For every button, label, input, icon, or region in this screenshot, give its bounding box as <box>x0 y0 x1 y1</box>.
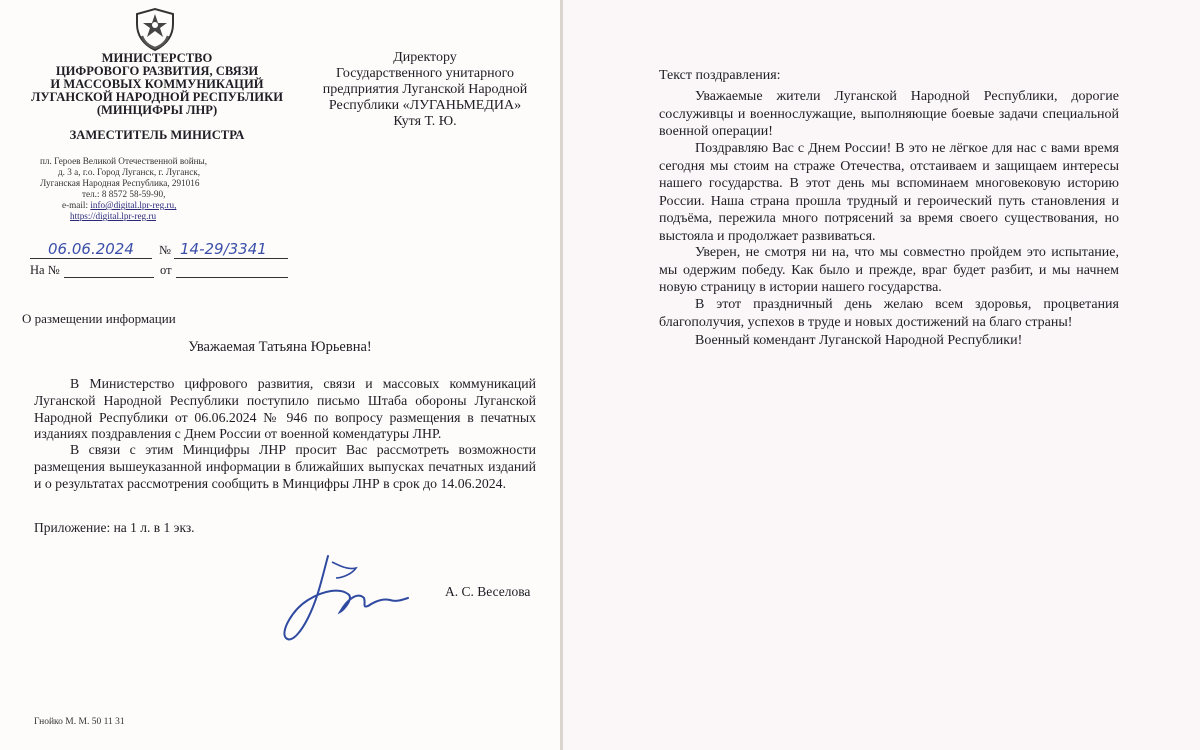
registration-number: 14-29/3341 <box>180 240 267 258</box>
recipient-block <box>300 50 550 130</box>
letter-subject: О размещении информации <box>22 311 176 326</box>
letter-paragraph: В Министерство цифрового развития, связи и массовых коммуникаций Луганской Народной Республики поступило письмо Штаба обороны Луганской Народной Республики от 06.06.2024 № 946 по вопросу размещения в печатных изданиях поздравления с Днем России от военной комендатуры ЛНР. <box>34 376 536 442</box>
sender-address <box>40 156 280 222</box>
signer-name: А. С. Веселова <box>445 584 531 599</box>
greeting-paragraph: Поздравляю Вас с Днем России! В это не лёгкое для нас с вами время сегодня мы стоим на страже Отечества, отстаиваем и защищаем интересы нашего государства. В этот день мы вспоминаем многовековую историю России. Наша страна прошла трудный и героический путь становления и подъёма, пережила много потрясений за время своего существования, но выстояла и продолжает развиваться. <box>659 141 1119 244</box>
sender-ministry <box>18 52 296 117</box>
ministry-line: И МАССОВЫХ КОММУНИКАЦИЙ <box>50 77 264 91</box>
salutation: Уважаемая Татьяна Юрьевна! <box>188 339 372 355</box>
greeting-paragraph: В этот праздничный день желаю всем здоровья, процветания благополучия, успехов в труде и новых достижений на благо страны! <box>659 297 1119 330</box>
recipient-line: Кутя Т. Ю. <box>393 114 457 129</box>
greeting-paragraph: Уважаемые жители Луганской Народной Республики, дорогие сослуживцы и военнослужащие, выполняющие боевые задачи специальной военной операции! <box>659 89 1119 140</box>
recipient-line: Республики «ЛУГАНЬМЕДИА» <box>328 98 522 113</box>
recipient-line: предприятия Луганской Народной <box>322 82 528 97</box>
website-link[interactable]: https://digital.lpr-reg.ru <box>70 211 157 221</box>
ministry-line: (МИНЦИФРЫ ЛНР) <box>96 103 218 117</box>
ministry-line: ЛУГАНСКОЙ НАРОДНОЙ РЕСПУБЛИКИ <box>30 90 284 104</box>
from-label: от <box>160 263 172 277</box>
email-link[interactable]: info@digital.lpr-reg.ru, <box>90 200 177 210</box>
ministry-line: МИНИСТЕРСТВО <box>101 51 213 65</box>
greeting-paragraph: Уверен, не смотря ни на, что мы совместно пройдем это испытание, мы одержим победу. Как было и прежде, враг будет разбит, и мы начнем новую страницу в истории нашего государства. <box>659 245 1119 296</box>
executor-note: Гнойко М. М. 50 11 31 <box>34 717 125 727</box>
greeting-paragraph: Военный комендант Луганской Народной Республики! <box>695 333 1023 348</box>
recipient-line: Директору <box>393 50 457 65</box>
number-sign: № <box>159 243 171 257</box>
recipient-line: Государственного унитарного <box>335 66 515 81</box>
attachment-note: Приложение: на 1 л. в 1 экз. <box>34 520 195 535</box>
reply-label: На № <box>30 263 60 277</box>
address-line: д. 3 а, г.о. Город Луганск, г. Луганск, <box>58 167 201 177</box>
sender-position: ЗАМЕСТИТЕЛЬ МИНИСТРА <box>69 128 245 142</box>
signature-icon <box>278 548 413 648</box>
greeting-page <box>563 0 1200 750</box>
letter-paragraph: В связи с этим Минцифры ЛНР просит Вас рассмотреть возможности размещения вышеуказанной информации в ближайших выпусках печатных изданий и о результатах рассмотрения сообщить в Минцифры ЛНР в срок до 14.06.2024. <box>34 442 536 491</box>
greeting-label: Текст поздравления: <box>659 68 781 83</box>
address-line: пл. Героев Великой Отечественной войны, <box>40 156 208 166</box>
letter-page <box>0 0 560 750</box>
email-label: e-mail: <box>62 200 89 210</box>
registration-date: 06.06.2024 <box>48 240 134 258</box>
address-line: тел.: 8 8572 58-59-90, <box>82 189 166 199</box>
address-line: Луганская Народная Республика, 291016 <box>40 178 200 188</box>
emblem-icon <box>134 6 176 52</box>
ministry-line: ЦИФРОВОГО РАЗВИТИЯ, СВЯЗИ <box>55 64 259 78</box>
